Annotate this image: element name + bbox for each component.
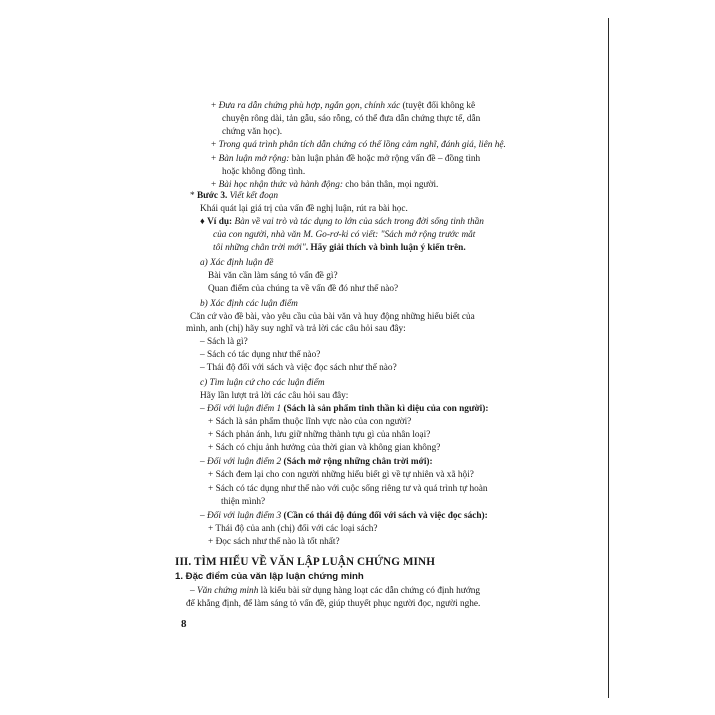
text-line — [200, 390, 348, 402]
plain-text: thiện mình? — [221, 497, 266, 507]
plain-text: Căn cứ vào đề bài, vào yêu cầu của bài văn và huy động những hiểu biết của — [190, 312, 475, 322]
bold-label: Bước 3. — [196, 191, 228, 201]
line-marker: + — [211, 140, 219, 150]
text-line — [190, 311, 475, 323]
text-line — [200, 456, 433, 468]
line-marker: – — [200, 457, 207, 467]
bold-text: (Cần có thái độ đúng đối với sách và việc đọc sách): — [281, 511, 488, 521]
italic-text: của con người, nhà văn M. Go-rơ-ki có viết: "Sách mở rộng trước mắt — [213, 230, 476, 240]
line-marker: + — [211, 180, 219, 190]
plain-text: Khái quát lại giá trị của vấn đề nghị luận, rút ra bài học. — [200, 204, 408, 214]
text-line — [186, 323, 406, 335]
text-line — [208, 270, 338, 282]
plain-text: – Sách có tác dụng như thế nào? — [200, 350, 321, 360]
italic-text: Bàn về vai trò và tác dụng to lớn của sách trong đời sống tinh thần — [232, 217, 484, 227]
bold-text: (Sách là sản phẩm tinh thần kì diệu của con người): — [281, 404, 489, 414]
line-marker: ♦ — [200, 217, 208, 227]
text-line — [211, 100, 475, 112]
text-line — [190, 190, 278, 202]
plain-text: + Đọc sách như thế nào là tốt nhất? — [208, 537, 340, 547]
text-line — [200, 377, 325, 389]
text-line — [222, 126, 282, 138]
text-line — [211, 153, 480, 165]
plain-text: cho bản thân, mọi người. — [342, 180, 439, 190]
plain-text: + Sách có tác dụng như thế nào với cuộc sống riêng tư và quá trình tự hoàn — [208, 484, 488, 494]
bold-label: Ví dụ: — [207, 217, 233, 227]
plain-text: – Thái độ đối với sách và việc đọc sách như thế nào? — [200, 363, 397, 373]
line-marker: – — [200, 404, 207, 414]
page-edge-line — [608, 18, 609, 698]
italic-text: Văn chứng minh — [196, 586, 259, 596]
plain-text: Quan điểm của chúng ta về vấn đề đó như thế nào? — [208, 284, 399, 294]
text-line — [213, 229, 475, 241]
text-line — [200, 257, 273, 269]
text-line — [222, 166, 305, 178]
italic-text: Viết kết đoạn — [227, 191, 279, 201]
page-number: 8 — [181, 618, 187, 630]
text-line — [222, 113, 480, 125]
plain-text: mình, anh (chị) hãy suy nghĩ và trả lời các câu hỏi sau đây: — [186, 324, 406, 334]
text-line — [211, 139, 506, 151]
plain-text: – Sách là gì? — [200, 337, 248, 347]
bold-text: (Sách mở rộng những chân trời mới): — [281, 457, 433, 467]
plain-text: + Sách đem lại cho con người những hiểu biết gì về tự nhiên và xã hội? — [208, 470, 474, 480]
line-marker: – — [200, 511, 207, 521]
text-line — [208, 523, 378, 535]
text-line — [208, 483, 488, 495]
line-marker: + — [211, 101, 219, 111]
line-marker: * — [190, 191, 197, 201]
plain-text: Hãy lần lượt trả lời các câu hỏi sau đây: — [200, 391, 349, 401]
plain-text: Bài văn cần làm sáng tỏ vấn đề gì? — [208, 271, 338, 281]
text-line — [213, 242, 466, 254]
text-line — [208, 416, 411, 428]
plain-text: + Thái độ của anh (chị) đối với các loại sách? — [208, 524, 378, 534]
bold-text: . Hãy giải thích và bình luận ý kiến trên. — [305, 243, 466, 253]
italic-text: Đối với luận điểm 1 — [206, 404, 282, 414]
plain-text: + Sách phản ánh, lưu giữ những thành tựu gì của nhân loại? — [208, 430, 431, 440]
line-marker: – — [190, 586, 197, 596]
italic-text: Trong quá trình phân tích dẫn chứng có thể lồng cảm nghĩ, đánh giá, liên hệ. — [218, 140, 506, 150]
subheading: 1. Đặc điểm của văn lập luận chứng minh — [175, 571, 364, 582]
text-line — [190, 585, 480, 597]
plain-text: để khẳng định, để làm sáng tỏ vấn đề, giúp thuyết phục người đọc, người nghe. — [186, 599, 481, 609]
text-line — [200, 336, 248, 348]
text-line — [200, 349, 320, 361]
italic-text: tôi những chân trời mới" — [213, 243, 306, 253]
text-line — [208, 429, 430, 441]
italic-text: a) Xác định luận đề — [200, 258, 274, 268]
text-line — [208, 442, 440, 454]
plain-text: hoặc không đồng tình. — [222, 167, 306, 177]
text-line — [186, 598, 480, 610]
text-line — [221, 496, 265, 508]
italic-text: b) Xác định các luận điểm — [200, 299, 298, 309]
plain-text: là kiểu bài sử dụng hàng loạt các dẫn chứng có định hướng — [258, 586, 481, 596]
plain-text: + Sách là sản phẩm thuộc lĩnh vực nào của con người? — [208, 417, 412, 427]
italic-text: Đối với luận điểm 2 — [206, 457, 282, 467]
line-marker: + — [211, 154, 219, 164]
italic-text: c) Tìm luận cứ cho các luận điểm — [200, 378, 325, 388]
italic-text: Đối với luận điểm 3 — [206, 511, 282, 521]
text-line — [208, 536, 340, 548]
text-line — [200, 298, 298, 310]
plain-text: bàn luận phản đề hoặc mở rộng vấn đề – đồng tình — [289, 154, 481, 164]
italic-text: Bàn luận mở rộng: — [218, 154, 290, 164]
text-line — [208, 469, 474, 481]
text-line — [200, 216, 484, 228]
italic-text: Đưa ra dẫn chứng phù hợp, ngắn gọn, chính xác — [218, 101, 401, 111]
text-line — [208, 283, 398, 295]
text-line — [200, 203, 408, 215]
plain-text: chứng văn học). — [222, 127, 283, 137]
plain-text: chuyện rông dài, tản gẫu, sáo rỗng, có thể đưa dẫn chứng thực tế, dẫn — [222, 114, 481, 124]
text-line — [200, 403, 488, 415]
text-line — [200, 510, 488, 522]
section-heading: III. TÌM HIỂU VỀ VĂN LẬP LUẬN CHỨNG MINH — [175, 556, 435, 568]
plain-text: (tuyệt đối không kê — [400, 101, 476, 111]
italic-text: Bài học nhận thức và hành động: — [218, 180, 343, 190]
text-line — [200, 362, 397, 374]
plain-text: + Sách có chịu ảnh hưởng của thời gian và không gian không? — [208, 443, 441, 453]
